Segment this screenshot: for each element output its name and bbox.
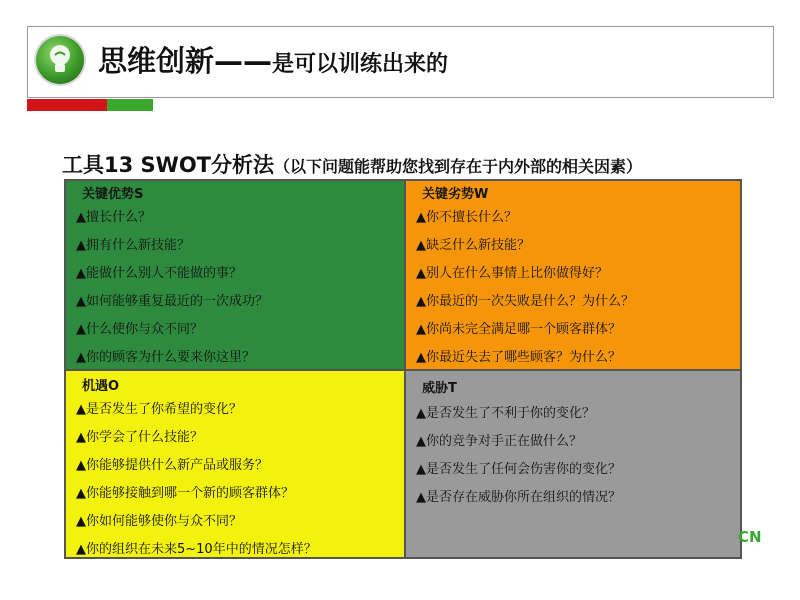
list-item: ▲你不擅长什么？ [416, 210, 517, 225]
list-item: ▲你能够提供什么新产品或服务？ [76, 458, 268, 473]
page-title-main: 思维创新—— [98, 44, 273, 78]
list-item: ▲你学会了什么技能？ [76, 430, 203, 445]
list-item: ▲你最近的一次失败是什么？为什么？ [416, 294, 634, 309]
quadrant-items [76, 401, 317, 569]
watermark-text: CN [738, 528, 762, 546]
lightbulb-icon [36, 36, 84, 84]
list-item: ▲你的竞争对手正在做什么？ [416, 434, 582, 449]
list-item: ▲你最近失去了哪些顾客？为什么？ [416, 350, 621, 365]
list-item: ▲你尚未完全满足哪一个顾客群体？ [416, 322, 621, 337]
quadrant-items [76, 209, 268, 377]
list-item: ▲你能够接触到哪一个新的顾客群体？ [76, 486, 294, 501]
list-item: ▲是否发生了不利于你的变化？ [416, 406, 595, 421]
list-item: ▲你如何能够使你与众不同？ [76, 514, 242, 529]
list-item: ▲是否发生了任何会伤害你的变化？ [416, 462, 621, 477]
list-item: ▲如何能够重复最近的一次成功？ [76, 294, 268, 309]
list-item: ▲别人在什么事情上比你做得好？ [416, 266, 608, 281]
quadrant-heading: 威胁T [422, 381, 457, 396]
list-item: ▲你的组织在未来5~10年中的情况怎样？ [76, 542, 317, 557]
page-title [98, 44, 448, 82]
list-item: ▲是否发生了你希望的变化？ [76, 402, 242, 417]
list-item: ▲拥有什么新技能？ [76, 238, 190, 253]
list-item: ▲擅长什么？ [76, 210, 151, 225]
accent-bar-red [27, 99, 107, 111]
list-item: ▲你的顾客为什么要来你这里？ [76, 350, 255, 365]
list-item: ▲能做什么别人不能做的事？ [76, 266, 242, 281]
quadrant-heading: 机遇O [82, 379, 120, 394]
quadrant-items [416, 209, 634, 377]
quadrant-heading: 关键劣势W [422, 187, 489, 202]
list-item: ▲缺乏什么新技能？ [416, 238, 530, 253]
swot-quadrant-weaknesses [405, 180, 741, 370]
page-title-sub: 是可以训练出来的 [272, 52, 449, 77]
swot-quadrant-strengths [65, 180, 405, 370]
quadrant-items [416, 405, 621, 517]
list-item: ▲是否存在威胁你所在组织的情况？ [416, 490, 621, 505]
accent-bar-green [107, 99, 153, 111]
list-item: ▲什么使你与众不同？ [76, 322, 203, 337]
swot-quadrant-threats [405, 370, 741, 558]
tool-subtitle: （以下问题能帮助您找到存在于内外部的相关因素） [274, 157, 643, 176]
swot-grid [64, 179, 742, 559]
tool-heading [62, 152, 642, 180]
tool-title: 工具13 SWOT分析法 [62, 153, 274, 177]
swot-quadrant-opportunities [65, 370, 405, 558]
quadrant-heading: 关键优势S [82, 187, 144, 202]
